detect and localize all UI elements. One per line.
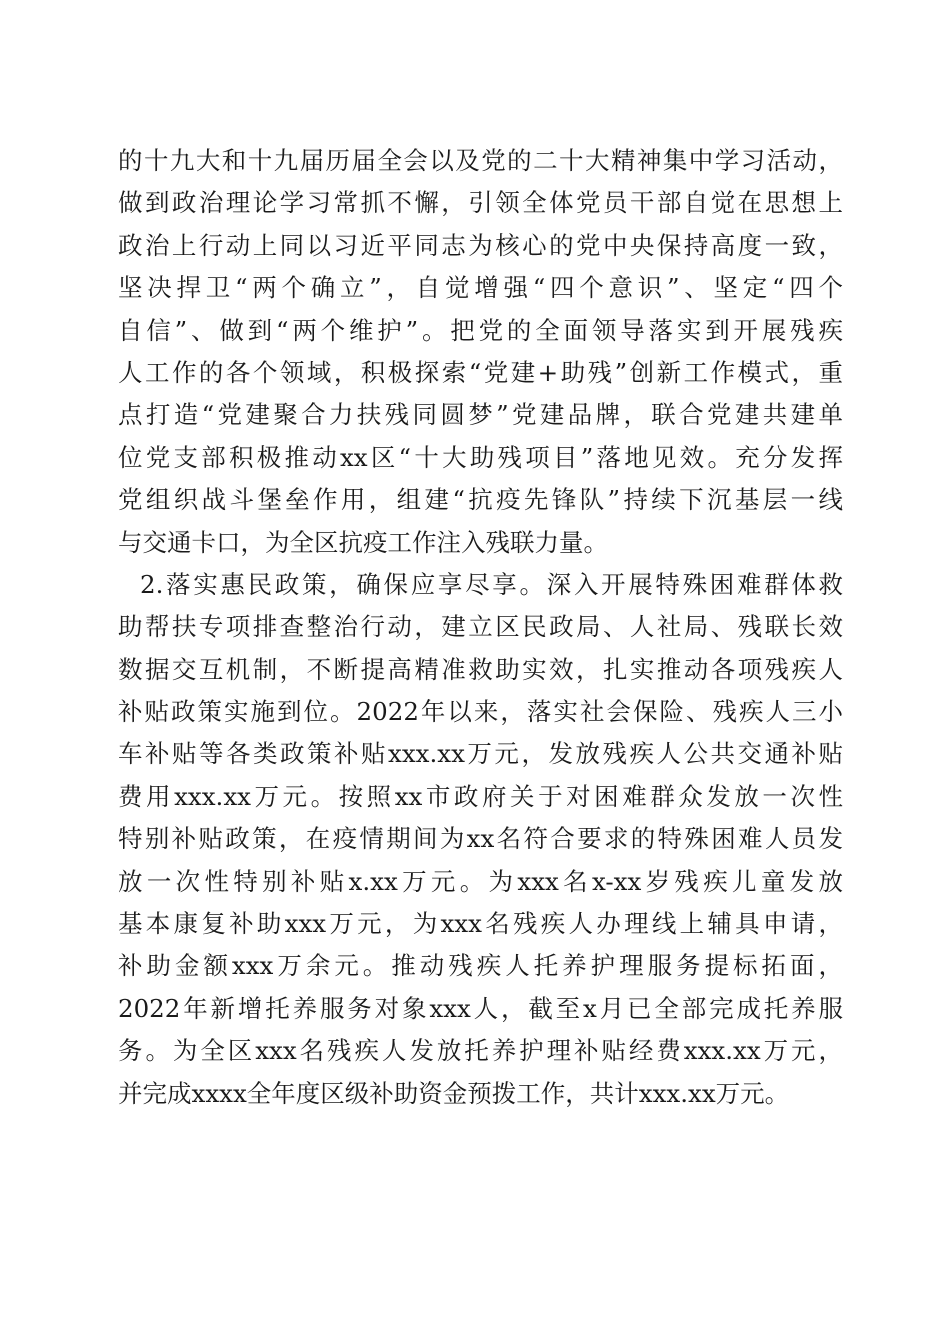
paragraph-line: 车补贴等各类政策补贴xxx.xx万元，发放残疾人公共交通补贴 <box>118 739 843 769</box>
paragraph-line: 助帮扶专项排查整治行动，建立区民政局、人社局、残联长效 <box>118 612 843 642</box>
paragraph-line: 与交通卡口，为全区抗疫工作注入残联力量。 <box>118 527 608 557</box>
paragraph-line: 2.落实惠民政策，确保应享尽享。深入开展特殊困难群体救 <box>140 569 843 599</box>
paragraph-2 <box>118 564 843 1115</box>
paragraph-1 <box>118 140 843 564</box>
paragraph-line: 基本康复补助xxx万元，为xxx名残疾人办理线上辅具申请， <box>118 909 843 939</box>
paragraph-line: 人工作的各个领域，积极探索“党建+助残”创新工作模式，重 <box>118 357 843 387</box>
paragraph-line: 坚决捍卫“两个确立”，自觉增强“四个意识”、坚定“四个 <box>118 273 843 303</box>
paragraph-line: 务。为全区xxx名残疾人发放托养护理补贴经费xxx.xx万元， <box>118 1036 843 1066</box>
paragraph-line: 2022年新增托养服务对象xxx人，截至x月已全部完成托养服 <box>118 993 843 1023</box>
document-body <box>118 140 843 1115</box>
paragraph-line: 做到政治理论学习常抓不懈，引领全体党员干部自觉在思想上 <box>118 188 843 218</box>
paragraph-line: 补贴政策实施到位。2022年以来，落实社会保险、残疾人三小 <box>118 697 843 727</box>
paragraph-line: 数据交互机制，不断提高精准救助实效，扎实推动各项残疾人 <box>118 654 843 684</box>
paragraph-line: 并完成xxxx全年度区级补助资金预拨工作，共计xxx.xx万元。 <box>118 1078 790 1108</box>
paragraph-line: 的十九大和十九届历届全会以及党的二十大精神集中学习活动， <box>118 146 843 175</box>
paragraph-line: 位党支部积极推动xx区“十大助残项目”落地见效。充分发挥 <box>118 442 843 472</box>
paragraph-line: 补助金额xxx万余元。推动残疾人托养护理服务提标拓面， <box>118 951 843 981</box>
paragraph-line: 费用xxx.xx万元。按照xx市政府关于对困难群众发放一次性 <box>118 781 843 811</box>
paragraph-line: 党组织战斗堡垒作用，组建“抗疫先锋队”持续下沉基层一线 <box>118 485 843 515</box>
paragraph-line: 特别补贴政策，在疫情期间为xx名符合要求的特殊困难人员发 <box>118 824 843 854</box>
paragraph-line: 自信”、做到“两个维护”。把党的全面领导落实到开展残疾 <box>118 315 843 345</box>
paragraph-line: 点打造“党建聚合力扶残同圆梦”党建品牌，联合党建共建单 <box>118 400 843 430</box>
paragraph-line: 政治上行动上同以习近平同志为核心的党中央保持高度一致， <box>118 230 843 260</box>
paragraph-line: 放一次性特别补贴x.xx万元。为xxx名x-xx岁残疾儿童发放 <box>118 866 843 896</box>
